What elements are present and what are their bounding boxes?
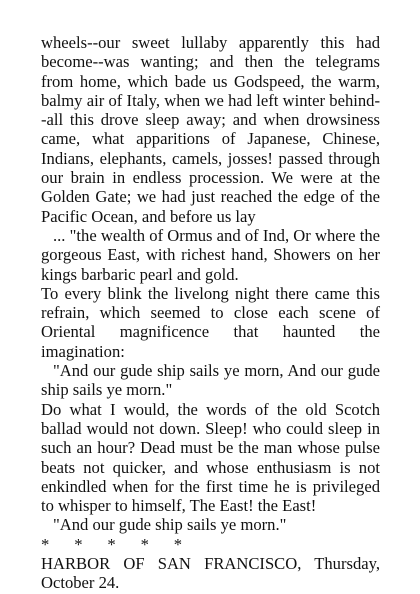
quoted-verse-ormus: ... "the wealth of Ormus and of Ind, Or where the gorgeous East, with richest hand, Showers on her kings barbaric pearl and gold. — [41, 225, 380, 284]
quoted-verse-gude-ship-repeat: "And our gude ship sails ye morn." — [53, 515, 287, 535]
paragraph-refrain: To every blink the livelong night there came this refrain, which seemed to close each scene of Oriental magnificence that haunted the imagination: — [41, 283, 380, 361]
paragraph-scotch-ballad: Do what I would, the words of the old Scotch ballad would not down. Sleep! who could sleep in such an hour? Dead must be the man whose pulse beats not quicker, and whose enthusiasm is not enkindled when for the first time he is privileged to whisper to himself, The East! the East! — [41, 399, 380, 516]
section-break-asterisks: * * * * * — [41, 534, 183, 554]
page-body — [41, 33, 380, 593]
quoted-verse-gude-ship: "And our gude ship sails ye morn, And our gude ship sails ye morn." — [41, 361, 380, 400]
dateline-heading: HARBOR OF SAN FRANCISCO, Thursday, October 24. — [41, 554, 380, 593]
paragraph-sleepless-voyage: wheels--our sweet lullaby apparently this had become--was wanting; and then the telegrams from home, which bade us Godspeed, the warm, balmy air of Italy, when we had left winter behind--all this drove sleep away; and when drowsiness came, what apparitions of Japanese, Chinese, Indians, elephants, camels, josses! passed through our brain in endless procession. We were at the Golden Gate; we had just reached the edge of the Pacific Ocean, and before us lay — [41, 33, 380, 226]
